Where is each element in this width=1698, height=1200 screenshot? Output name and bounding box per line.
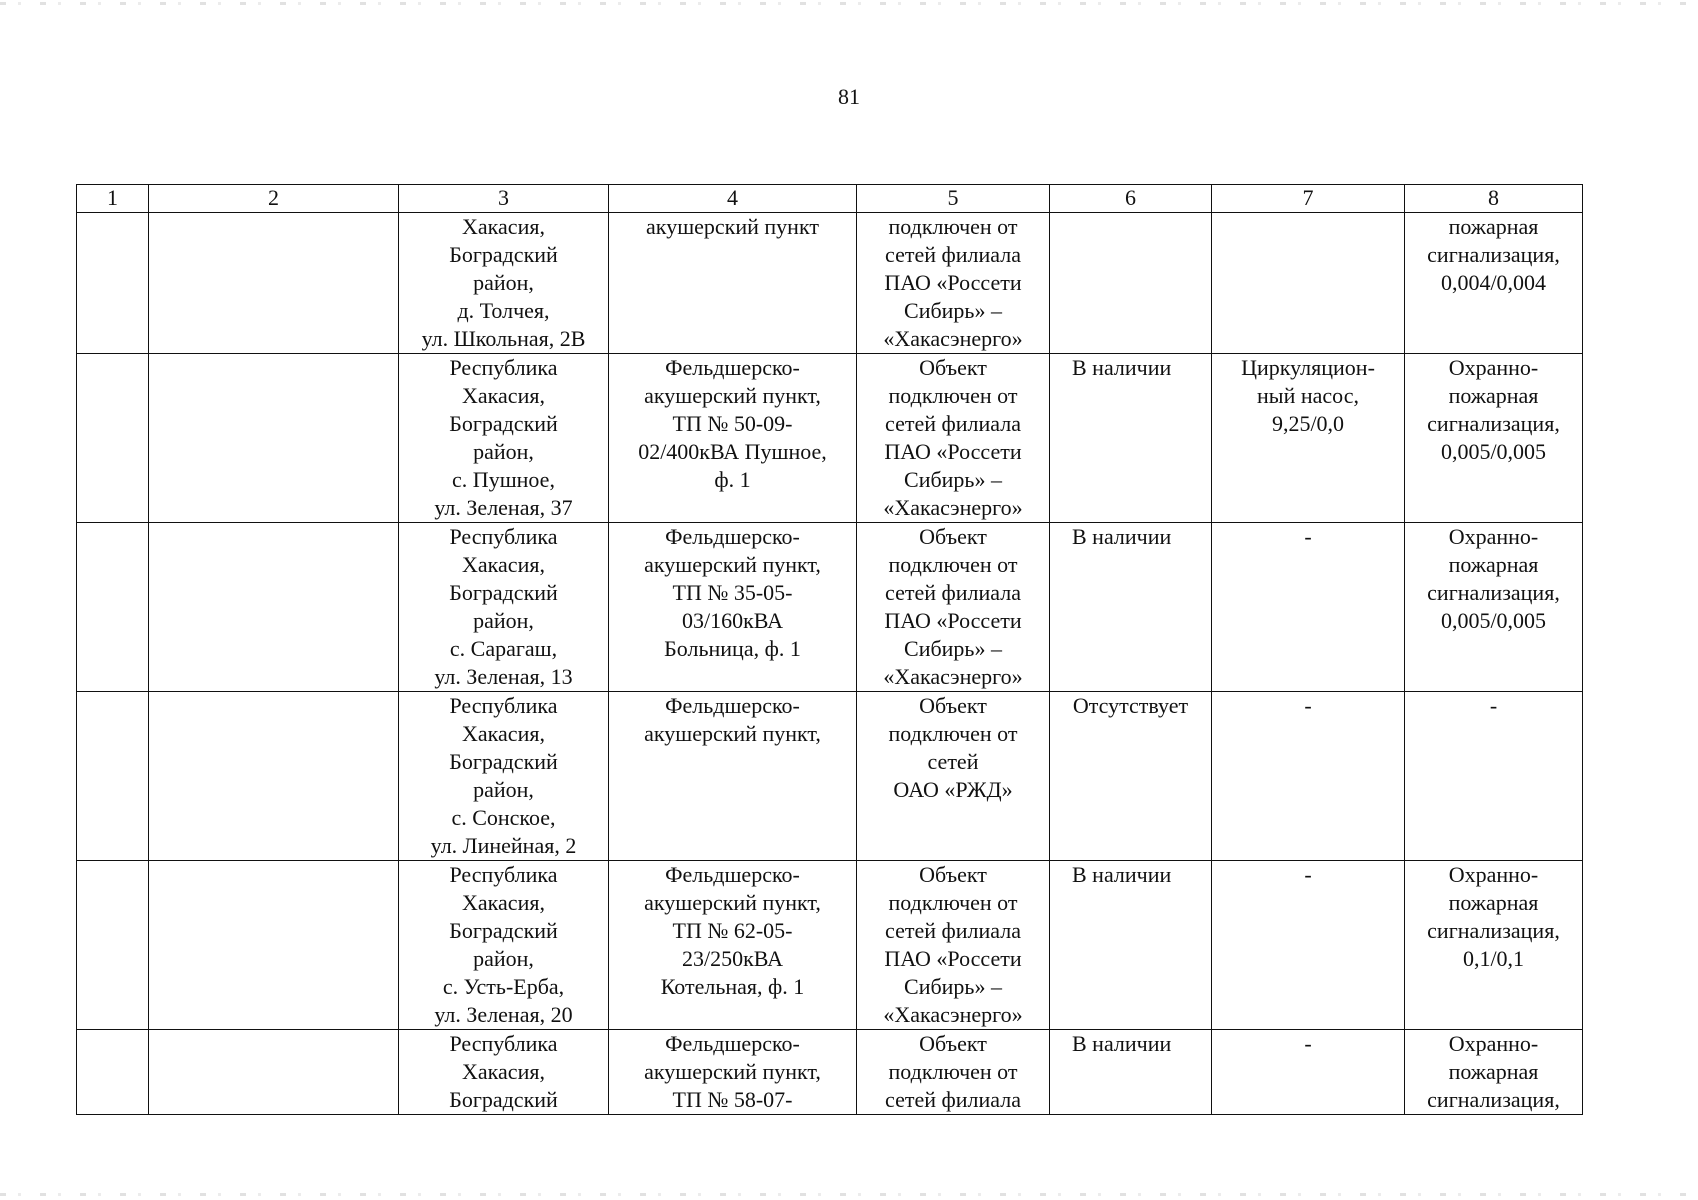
cell-signalling: - bbox=[1405, 692, 1583, 861]
table-row bbox=[77, 1030, 1583, 1115]
cell-address: Республика Хакасия, Боградский bbox=[399, 1030, 609, 1115]
cell-equipment: Циркуляцион- ный насос, 9,25/0,0 bbox=[1212, 354, 1405, 523]
cell-number bbox=[77, 523, 149, 692]
page-number: 81 bbox=[838, 84, 860, 109]
cell-address: Республика Хакасия, Боградский район, с. Сонское, ул. Линейная, 2 bbox=[399, 692, 609, 861]
cell-availability: Отсутствует bbox=[1050, 692, 1212, 861]
cell-number bbox=[77, 692, 149, 861]
cell-availability: В наличии bbox=[1050, 354, 1212, 523]
cell-object: Фельдшерско- акушерский пункт, ТП № 50-09- 02/400кВА Пушное, ф. 1 bbox=[609, 354, 857, 523]
cell-address: Хакасия, Боградский район, д. Толчея, ул. Школьная, 2В bbox=[399, 213, 609, 354]
cell-power-source: Объект подключен от сетей филиала bbox=[857, 1030, 1050, 1115]
cell-object: Фельдшерско- акушерский пункт, bbox=[609, 692, 857, 861]
table-row bbox=[77, 692, 1583, 861]
cell-name bbox=[149, 354, 399, 523]
cell-signalling: Охранно- пожарная сигнализация, 0,1/0,1 bbox=[1405, 861, 1583, 1030]
cell-name bbox=[149, 523, 399, 692]
cell-address: Республика Хакасия, Боградский район, с. Пушное, ул. Зеленая, 37 bbox=[399, 354, 609, 523]
cell-power-source: подключен от сетей филиала ПАО «Россети Сибирь» – «Хакасэнерго» bbox=[857, 213, 1050, 354]
cell-signalling: Охранно- пожарная сигнализация, bbox=[1405, 1030, 1583, 1115]
table-row bbox=[77, 354, 1583, 523]
cell-power-source: Объект подключен от сетей филиала ПАО «Россети Сибирь» – «Хакасэнерго» bbox=[857, 523, 1050, 692]
cell-number bbox=[77, 354, 149, 523]
header-col-5: 5 bbox=[857, 185, 1050, 213]
header-row bbox=[77, 185, 1583, 213]
scan-artifact-bottom bbox=[0, 1193, 1698, 1196]
table-row bbox=[77, 523, 1583, 692]
cell-signalling: Охранно- пожарная сигнализация, 0,005/0,005 bbox=[1405, 354, 1583, 523]
cell-name bbox=[149, 1030, 399, 1115]
cell-object: Фельдшерско- акушерский пункт, ТП № 35-05- 03/160кВА Больница, ф. 1 bbox=[609, 523, 857, 692]
cell-power-source: Объект подключен от сетей ОАО «РЖД» bbox=[857, 692, 1050, 861]
cell-equipment: - bbox=[1212, 1030, 1405, 1115]
table-body bbox=[77, 213, 1583, 1115]
header-col-2: 2 bbox=[149, 185, 399, 213]
header-col-1: 1 bbox=[77, 185, 149, 213]
cell-equipment: - bbox=[1212, 861, 1405, 1030]
cell-object: Фельдшерско- акушерский пункт, ТП № 58-07- bbox=[609, 1030, 857, 1115]
header-col-7: 7 bbox=[1212, 185, 1405, 213]
cell-equipment: - bbox=[1212, 692, 1405, 861]
cell-name bbox=[149, 213, 399, 354]
cell-address: Республика Хакасия, Боградский район, с. Сарагаш, ул. Зеленая, 13 bbox=[399, 523, 609, 692]
cell-name bbox=[149, 861, 399, 1030]
cell-name bbox=[149, 692, 399, 861]
header-col-8: 8 bbox=[1405, 185, 1583, 213]
header-col-6: 6 bbox=[1050, 185, 1212, 213]
cell-power-source: Объект подключен от сетей филиала ПАО «Россети Сибирь» – «Хакасэнерго» bbox=[857, 354, 1050, 523]
table-header bbox=[77, 185, 1583, 213]
cell-equipment: - bbox=[1212, 523, 1405, 692]
cell-availability: В наличии bbox=[1050, 523, 1212, 692]
cell-availability bbox=[1050, 213, 1212, 354]
header-col-4: 4 bbox=[609, 185, 857, 213]
cell-address: Республика Хакасия, Боградский район, с. Усть-Ерба, ул. Зеленая, 20 bbox=[399, 861, 609, 1030]
table-row bbox=[77, 213, 1583, 354]
scan-artifact-top bbox=[0, 2, 1698, 5]
cell-availability: В наличии bbox=[1050, 1030, 1212, 1115]
cell-signalling: пожарная сигнализация, 0,004/0,004 bbox=[1405, 213, 1583, 354]
cell-number bbox=[77, 861, 149, 1030]
table-row bbox=[77, 861, 1583, 1030]
cell-number bbox=[77, 213, 149, 354]
header-col-3: 3 bbox=[399, 185, 609, 213]
cell-power-source: Объект подключен от сетей филиала ПАО «Россети Сибирь» – «Хакасэнерго» bbox=[857, 861, 1050, 1030]
cell-number bbox=[77, 1030, 149, 1115]
cell-equipment bbox=[1212, 213, 1405, 354]
data-table bbox=[76, 184, 1583, 1115]
cell-object: Фельдшерско- акушерский пункт, ТП № 62-05- 23/250кВА Котельная, ф. 1 bbox=[609, 861, 857, 1030]
cell-object: акушерский пункт bbox=[609, 213, 857, 354]
cell-availability: В наличии bbox=[1050, 861, 1212, 1030]
cell-signalling: Охранно- пожарная сигнализация, 0,005/0,005 bbox=[1405, 523, 1583, 692]
